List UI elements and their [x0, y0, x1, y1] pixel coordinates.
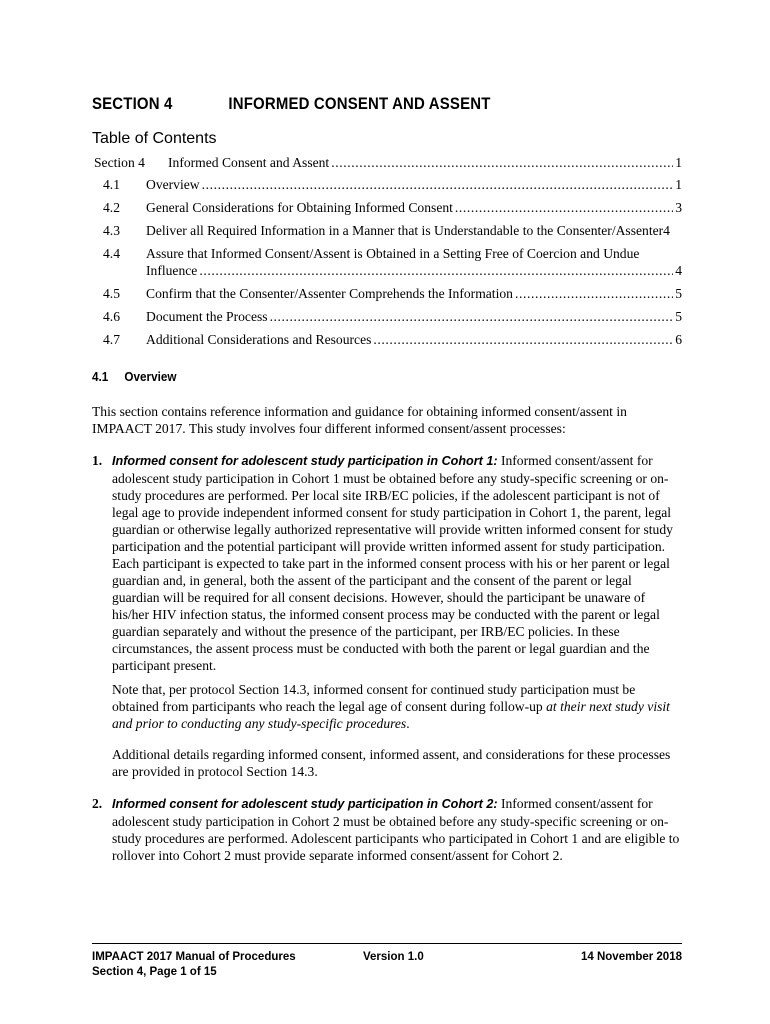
toc-entry[interactable]: [92, 245, 682, 262]
toc-entry[interactable]: [92, 222, 682, 239]
toc-entry-title: Confirm that the Consenter/Assenter Comprehends the Information: [146, 286, 513, 301]
footer-version: Version 1.0: [363, 951, 424, 963]
note-paragraph: [112, 681, 682, 732]
toc-entry-title: Informed Consent and Assent: [168, 155, 330, 170]
subsection-number: 4.1: [92, 369, 109, 384]
list-item-lead: Informed consent for adolescent study participation in Cohort 2:: [112, 797, 498, 811]
toc-entry-title: Overview: [146, 177, 200, 192]
section-title: INFORMED CONSENT AND ASSENT: [228, 94, 491, 113]
list-item-body: Informed consent/assent for adolescent study participation in Cohort 2 must be obtained before any study-specific screening or on-study procedures are performed. Adolescent participants who participated in Cohort 1 and are eligible to rollover into Cohort 2 must provide separate informed consent/assent for Cohort 2.: [112, 796, 680, 863]
toc-entry-number: 4.6: [103, 309, 120, 324]
list-item-number: 2.: [92, 796, 103, 811]
toc-entry-title: Deliver all Required Information in a Manner that is Understandable to the Consenter/Assenter: [146, 223, 664, 238]
toc-leader: [373, 331, 673, 348]
section-number: SECTION 4: [92, 94, 173, 113]
subsection-heading: [92, 369, 176, 384]
toc-entry-page: 4: [675, 263, 682, 278]
footer-page-number: Section 4, Page 1 of 15: [92, 966, 217, 978]
list-item: [92, 452, 682, 674]
toc-entry-title: Document the Process: [146, 309, 268, 324]
toc-entry-number: 4.5: [103, 286, 120, 301]
toc-entry[interactable]: [92, 308, 682, 325]
list-item-text: [112, 795, 682, 864]
toc-entry[interactable]: [92, 331, 682, 348]
toc-entry-page: 4: [663, 223, 670, 238]
toc-heading: Table of Contents: [92, 130, 217, 147]
toc-entry-title-continued: Influence: [146, 263, 198, 278]
list-item-number: 1.: [92, 453, 103, 468]
toc-entry-number: 4.7: [103, 332, 120, 347]
toc-entry-number: Section 4: [94, 155, 145, 170]
toc-leader: [331, 154, 673, 171]
toc-entry-title: Additional Considerations and Resources: [146, 332, 372, 347]
toc-entry-page: 5: [675, 309, 682, 324]
toc-entry-number: 4.2: [103, 200, 120, 215]
toc-leader: [455, 199, 673, 216]
toc-entry-number: 4.3: [103, 223, 120, 238]
footer-divider: [92, 943, 682, 944]
list-item-body: Informed consent/assent for adolescent study participation in Cohort 1 must be obtained before any study-specific screening or on-study procedures are performed. Per local site IRB/EC policies, if the adolescent participant is not of legal age to provide independent informed consent for study participation in Cohort 1, the parent, legal guardian or otherwise legally authorized representative will provide written informed consent for study participation and the potential participant will provide written informed assent for study participation. Each participant is expected to take part in the informed consent process with his or her parent or legal guardian and, in general, both the assent of the participant and the consent of the parent or legal guardian will be required for all consent decisions. However, should the participant be unaware of his/her HIV infection status, the informed consent process may be conducted with the parent or legal guardian separately and without the presence of the participant, per IRB/EC policies. In these circumstances, the assent process must be conducted with both the parent or legal guardian and the participant present.: [112, 453, 673, 673]
toc-entry-title: General Considerations for Obtaining Informed Consent: [146, 200, 453, 215]
toc-leader: [199, 262, 673, 279]
list-item-lead: Informed consent for adolescent study participation in Cohort 1:: [112, 454, 498, 468]
note-text: Note that, per protocol Section 14.3, informed consent for continued study participation must be obtained from participants who reach the legal age of consent during follow-up: [112, 682, 636, 714]
toc-entry-page: 6: [675, 332, 682, 347]
toc-entry-page: 1: [675, 155, 682, 170]
additional-paragraph: Additional details regarding informed consent, informed assent, and considerations for these processes are provided in protocol Section 14.3.: [112, 747, 671, 779]
list-item-text: [112, 452, 682, 674]
toc-entry-page: 3: [675, 200, 682, 215]
toc-entry[interactable]: [92, 176, 682, 193]
note-emphasis: at their next study visit and prior to conducting any study-specific procedures: [112, 699, 670, 731]
toc-entry-number: 4.1: [103, 177, 120, 192]
toc-entry-page: 1: [675, 177, 682, 192]
intro-paragraph: This section contains reference information and guidance for obtaining informed consent/assent in IMPAACT 2017. This study involves four different informed consent/assent processes:: [92, 404, 627, 436]
footer-document-title: IMPAACT 2017 Manual of Procedures: [92, 951, 296, 963]
toc-leader: [515, 285, 673, 302]
toc-entry-title: Assure that Informed Consent/Assent is Obtained in a Setting Free of Coercion and Undue: [146, 246, 640, 261]
toc-entry[interactable]: [92, 199, 682, 216]
subsection-title: Overview: [124, 369, 177, 384]
section-heading: [92, 94, 620, 118]
toc-entry-number: 4.4: [103, 246, 120, 261]
toc-leader: [202, 176, 674, 193]
toc-leader: [270, 308, 674, 325]
toc-entry-continuation[interactable]: [92, 262, 682, 279]
toc-entry[interactable]: [92, 154, 682, 171]
toc-entry-page: 5: [675, 286, 682, 301]
note-end: .: [406, 716, 410, 731]
list-item: [92, 795, 682, 864]
toc-entry[interactable]: [92, 285, 682, 302]
footer-date: 14 November 2018: [580, 951, 682, 963]
